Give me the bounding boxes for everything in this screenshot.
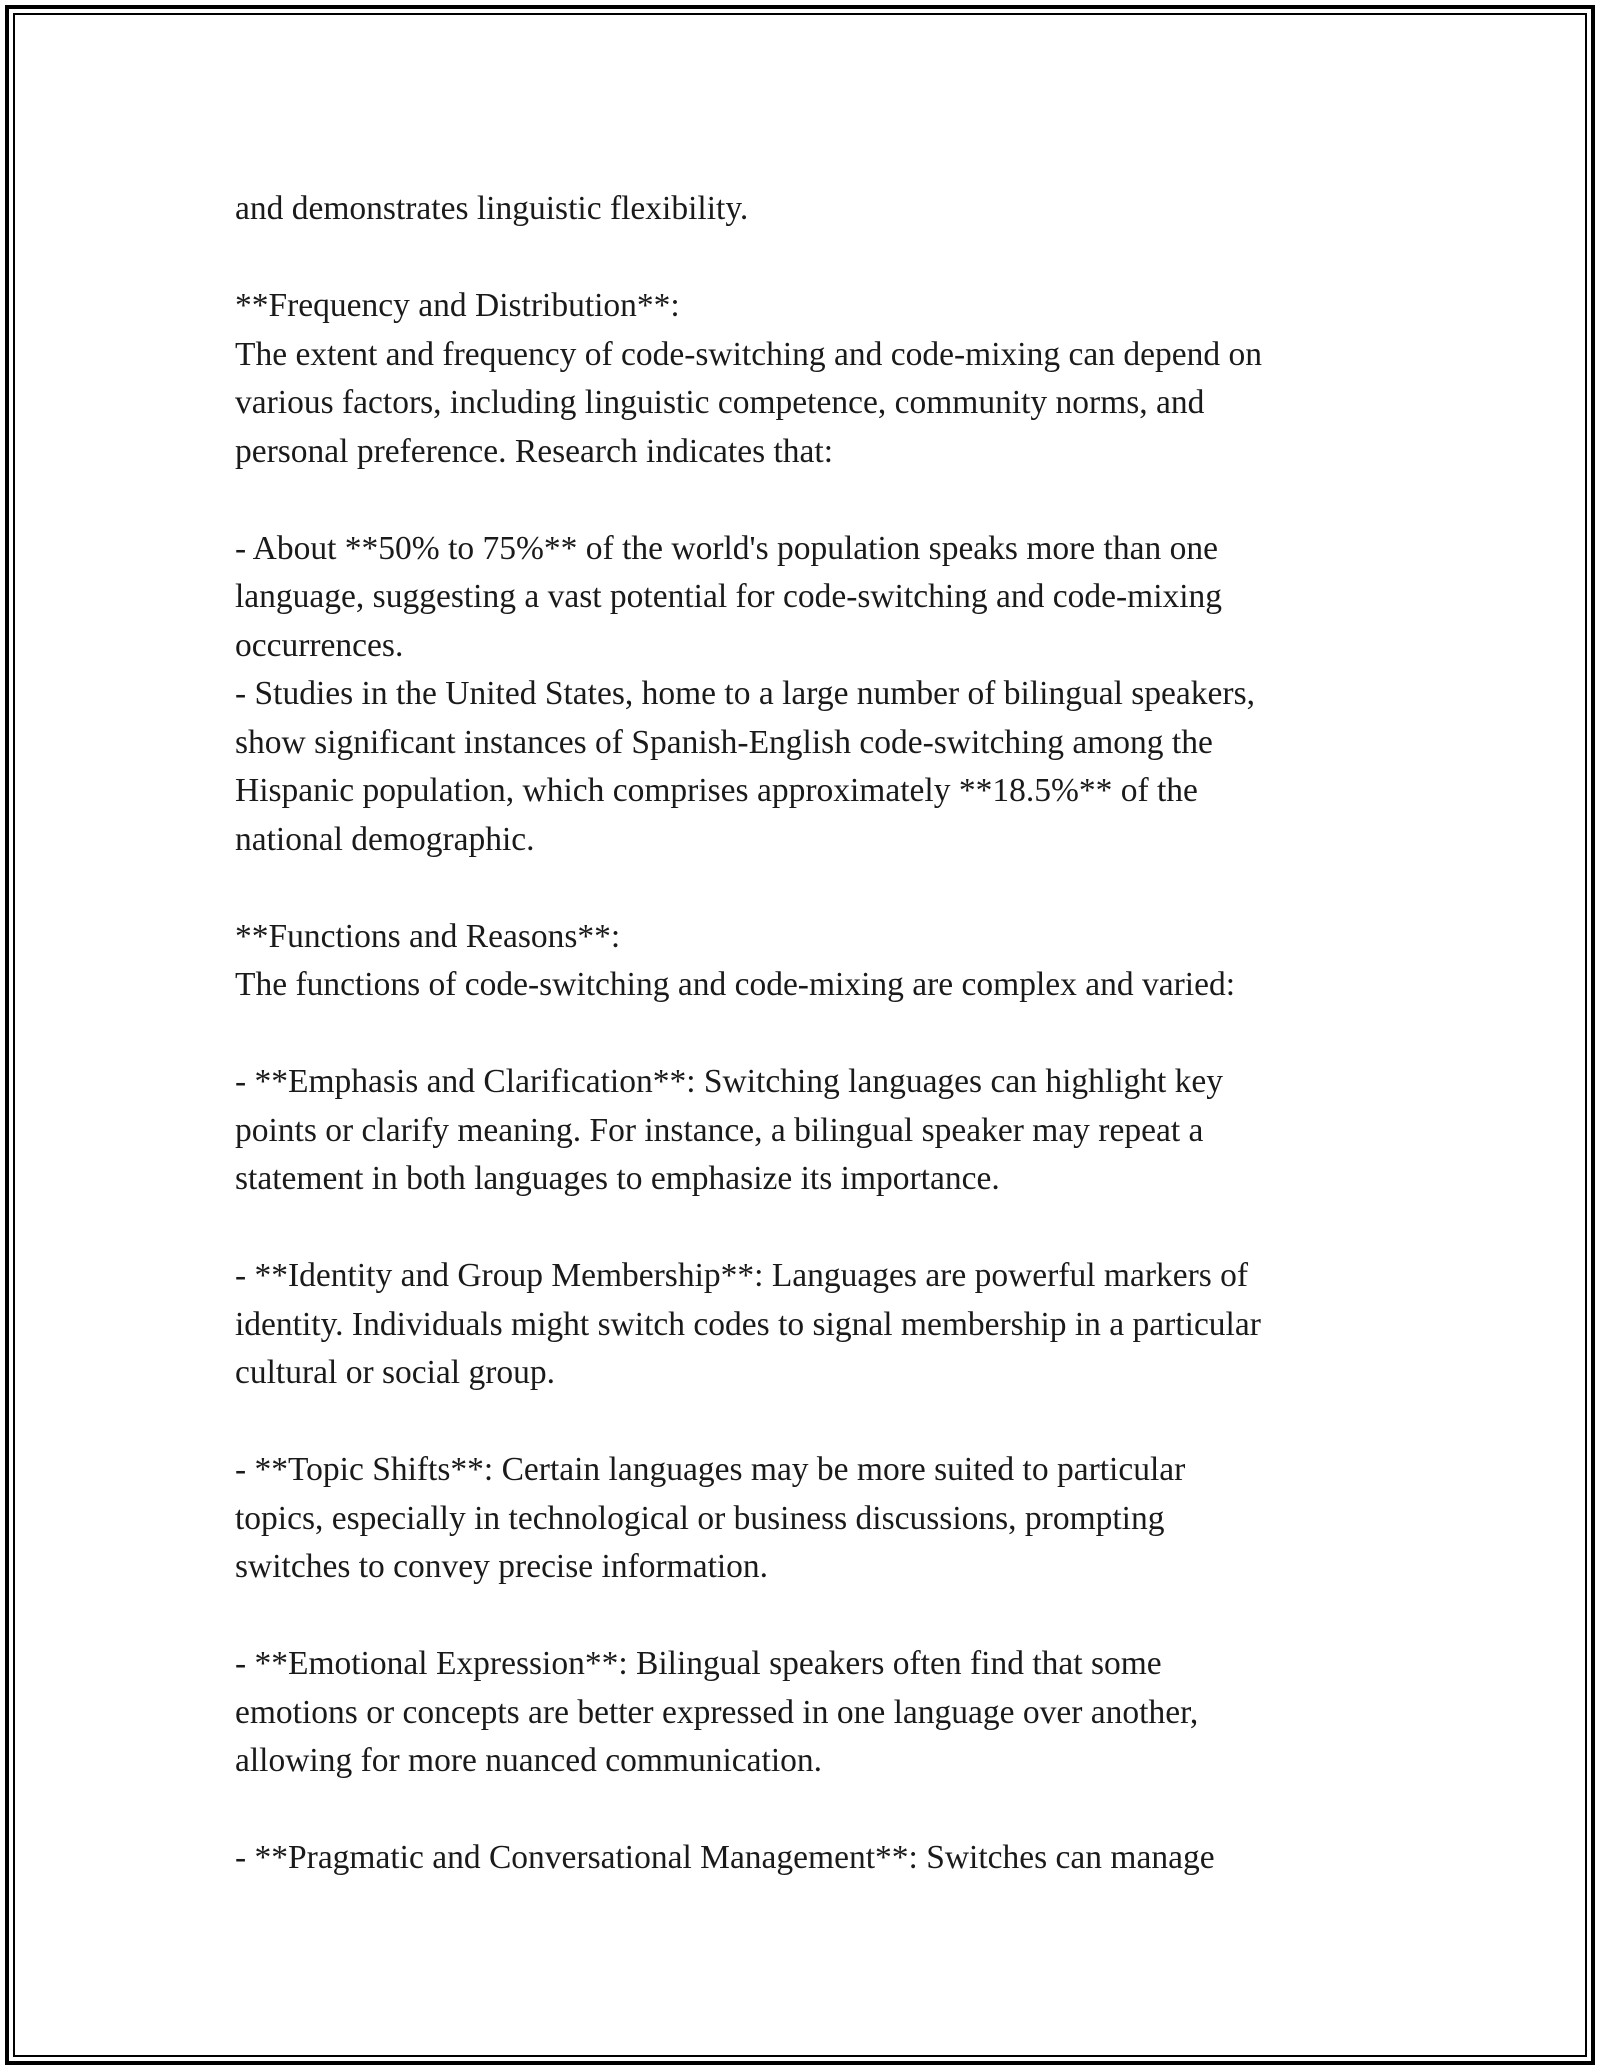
frequency-bullet-population: - About **50% to 75%** of the world's population speaks more than one language, suggesting a vast potential for code-switching and code-mixing occurrences.: [235, 529, 1223, 664]
paragraph-gap: [235, 1592, 1375, 1641]
functions-bullet-pragmatic: - **Pragmatic and Conversational Management**: Switches can manage: [235, 1839, 1215, 1876]
functions-bullet-topic: - **Topic Shifts**: Certain languages may be more suited to particular topics, especially in technological or business discussions, prompting switches to convey precise information.: [235, 1451, 1186, 1585]
functions-heading: **Functions and Reasons**:: [235, 917, 621, 955]
functions-bullet-identity: - **Identity and Group Membership**: Languages are powerful markers of identity. Individuals might switch codes to signal membership in a particular cultural or social group.: [235, 1257, 1261, 1391]
frequency-paragraph: The extent and frequency of code-switching and code-mixing can depend on various factors, including linguistic competence, community norms, and personal preference. Research indicates that:: [235, 335, 1262, 470]
functions-paragraph: The functions of code-switching and code-mixing are complex and varied:: [235, 966, 1236, 1003]
document-body: [235, 185, 1375, 1883]
functions-bullet-emphasis: - **Emphasis and Clarification**: Switching languages can highlight key points or clarify meaning. For instance, a bilingual speaker may repeat a statement in both languages to emphasize its importance.: [235, 1063, 1224, 1197]
frequency-bullet-united-states: - Studies in the United States, home to a large number of bilingual speakers, show significant instances of Spanish-English code-switching among the Hispanic population, which comprises approximately **18.5%** of the national demographic.: [235, 675, 1255, 858]
functions-bullet-emotional: - **Emotional Expression**: Bilingual speakers often find that some emotions or concepts are better expressed in one language over another, allowing for more nuanced communication.: [235, 1645, 1199, 1779]
intro-line: and demonstrates linguistic flexibility.: [235, 190, 749, 227]
paragraph-gap: [235, 1398, 1375, 1447]
frequency-heading: **Frequency and Distribution**:: [235, 287, 680, 324]
paragraph-gap: [235, 476, 1375, 525]
paragraph-gap: [235, 864, 1375, 913]
paragraph-gap: [235, 234, 1375, 283]
paragraph-gap: [235, 1010, 1375, 1059]
paragraph-gap: [235, 1786, 1375, 1835]
paragraph-gap: [235, 1204, 1375, 1253]
